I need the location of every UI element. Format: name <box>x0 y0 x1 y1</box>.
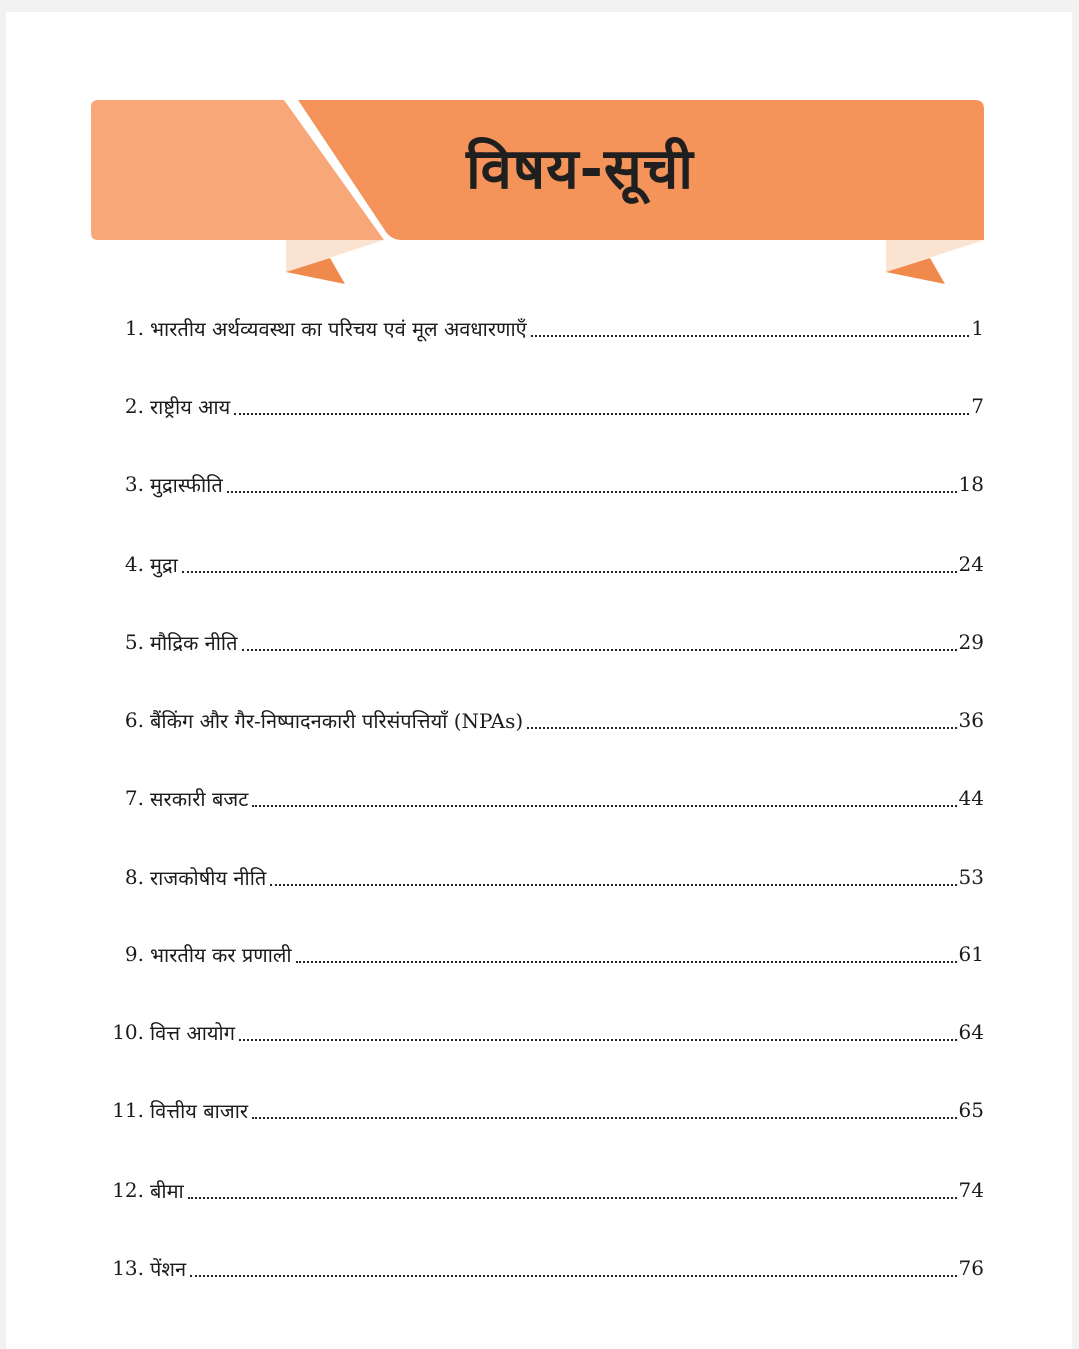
toc-entry-title: राजकोषीय नीति <box>150 865 267 890</box>
toc-entry[interactable] <box>100 700 984 740</box>
toc-entry-number: 12. <box>112 1178 144 1202</box>
toc-entry-page-number: 76 <box>958 1256 984 1280</box>
toc-entry-page-number: 65 <box>958 1098 984 1122</box>
dot-leader <box>182 571 957 573</box>
toc-entry-number: 7. <box>124 786 144 810</box>
toc-entry-title: वित्तीय बाजार <box>150 1098 249 1123</box>
toc-entry-title: सरकारी बजट <box>150 786 249 811</box>
toc-entry-page-number: 24 <box>958 552 984 576</box>
toc-entry[interactable] <box>100 1090 984 1130</box>
toc-entry-page-number: 44 <box>958 786 984 810</box>
dot-leader <box>252 1117 956 1119</box>
toc-entry-page-number: 7 <box>971 394 984 418</box>
toc-entry-page-number: 18 <box>958 472 984 496</box>
toc-entry-number: 2. <box>124 394 144 418</box>
toc-entry-page-number: 36 <box>958 708 984 732</box>
toc-entry[interactable] <box>100 308 984 348</box>
toc-entry-number: 3. <box>124 472 144 496</box>
toc-entry-page-number: 61 <box>958 942 984 966</box>
toc-entry[interactable] <box>100 386 984 426</box>
toc-entry-title: मुद्रास्फीति <box>150 472 223 497</box>
dot-leader <box>296 961 957 963</box>
toc-entry-title: भारतीय कर प्रणाली <box>150 942 292 967</box>
toc-entry-title: भारतीय अर्थव्यवस्था का परिचय एवं मूल अवधारणाएँ <box>150 316 527 341</box>
toc-entry-number: 4. <box>124 552 144 576</box>
toc-entry[interactable] <box>100 1248 984 1288</box>
toc-entry-number: 5. <box>124 630 144 654</box>
dot-leader <box>190 1275 956 1277</box>
toc-entry-number: 9. <box>124 942 144 966</box>
toc-entry[interactable] <box>100 857 984 897</box>
dot-leader <box>234 413 969 415</box>
toc-entry[interactable] <box>100 464 984 504</box>
dot-leader <box>188 1197 957 1199</box>
dot-leader <box>527 727 956 729</box>
toc-entry-title: वित्त आयोग <box>150 1020 235 1045</box>
toc-entry-number: 8. <box>124 865 144 889</box>
toc-entry-page-number: 74 <box>958 1178 984 1202</box>
toc-entry-number: 1. <box>124 316 144 340</box>
toc-entry[interactable] <box>100 1012 984 1052</box>
toc-entry-number: 10. <box>112 1020 144 1044</box>
dot-leader <box>227 491 957 493</box>
toc-entry[interactable] <box>100 1170 984 1210</box>
toc-entry[interactable] <box>100 778 984 818</box>
dot-leader <box>252 805 956 807</box>
toc-entry-number: 6. <box>124 708 144 732</box>
dot-leader <box>270 884 956 886</box>
toc-entry-number: 13. <box>112 1256 144 1280</box>
dot-leader <box>239 1039 957 1041</box>
toc-entry-page-number: 1 <box>971 316 984 340</box>
toc-entry-page-number: 29 <box>958 630 984 654</box>
toc-entry-title: राष्ट्रीय आय <box>150 394 231 419</box>
toc-entry-page-number: 64 <box>958 1020 984 1044</box>
toc-entry[interactable] <box>100 934 984 974</box>
toc-entry-number: 11. <box>112 1098 144 1122</box>
dot-leader <box>531 335 970 337</box>
toc-entry[interactable] <box>100 544 984 584</box>
toc-entry-page-number: 53 <box>958 865 984 889</box>
page-title: विषय-सूची <box>466 137 694 202</box>
toc-entry-title: मौद्रिक नीति <box>150 630 238 655</box>
toc-entry-title: बैंकिंग और गैर-निष्पादनकारी परिसंपत्तियाँ (NPAs) <box>150 708 524 733</box>
toc-entry-title: मुद्रा <box>150 552 178 577</box>
toc-entry-title: पेंशन <box>150 1256 187 1281</box>
toc-entry[interactable] <box>100 622 984 662</box>
toc-entry-title: बीमा <box>150 1178 184 1203</box>
dot-leader <box>242 649 957 651</box>
